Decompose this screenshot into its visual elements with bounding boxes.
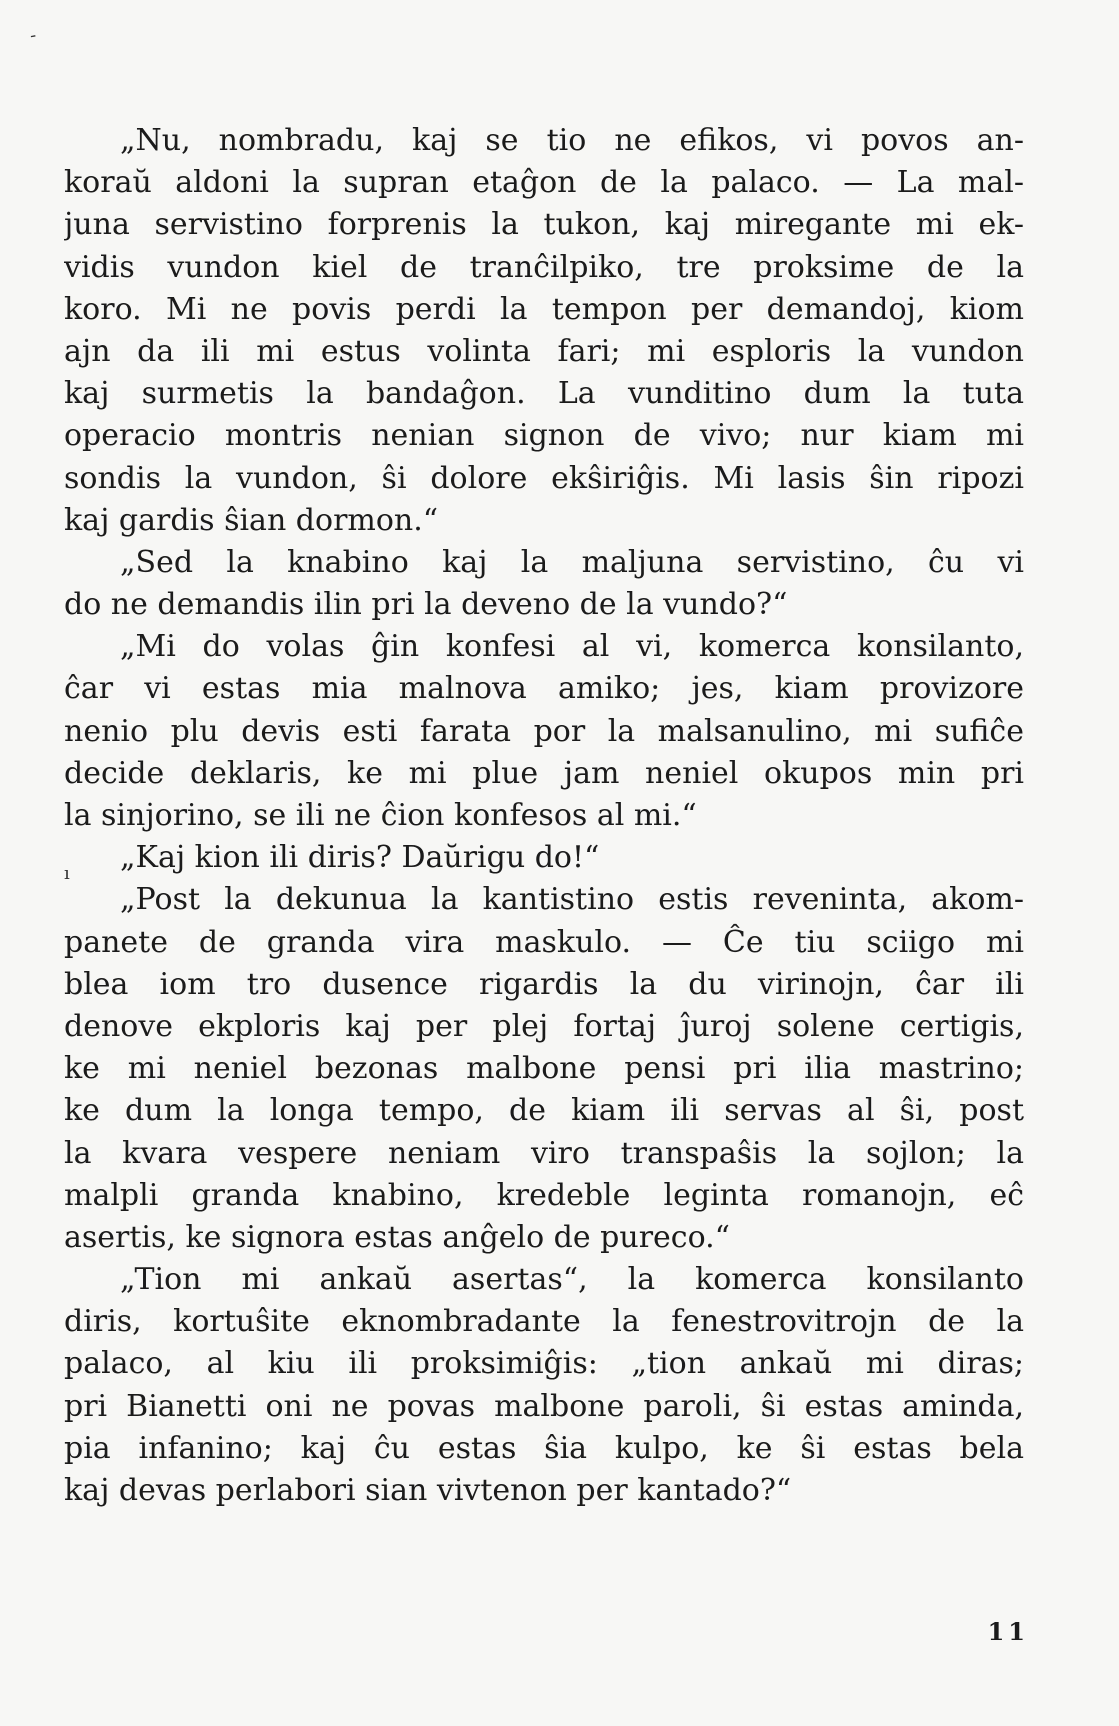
scan-speck-mark: ‑ — [28, 24, 38, 47]
text-line: koro. Mi ne povis perdi la tempon per demandoj, kiom — [64, 291, 1024, 327]
text-line: „Kaj kion ili diris? Daŭrigu do!“ — [120, 840, 600, 876]
text-line: denove ekploris kaj per plej fortaj ĵuroj solene certigis, — [64, 1008, 1024, 1044]
text-line: „Tion mi ankaŭ asertas“, la komerca konsilanto — [120, 1262, 1024, 1298]
text-line: asertis, ke signora estas anĝelo de pureco.“ — [64, 1219, 731, 1255]
page-number: 11 — [987, 1617, 1029, 1646]
text-line: la kvara vespere neniam viro transpaŝis la sojlon; la — [64, 1135, 1024, 1171]
text-line: „Post la dekunua la kantistino estis reveninta, akom- — [120, 882, 1024, 918]
book-page — [64, 120, 1024, 1710]
text-line: kaj gardis ŝian dormon.“ — [64, 502, 439, 538]
text-line: nenio plu devis esti farata por la malsanulino, mi sufiĉe — [64, 713, 1024, 749]
margin-tick-mark: ı — [64, 863, 70, 884]
text-line: palaco, al kiu ili proksimiĝis: „tion ankaŭ mi diras; — [64, 1346, 1024, 1382]
text-line: pri Bianetti oni ne povas malbone paroli, ŝi estas aminda, — [64, 1388, 1024, 1424]
text-line: diris, kortuŝite eknombradante la fenestrovitrojn de la — [64, 1304, 1024, 1340]
text-line: ke dum la longa tempo, de kiam ili servas al ŝi, post — [64, 1093, 1024, 1129]
text-line: operacio montris nenian signon de vivo; nur kiam mi — [64, 418, 1024, 454]
text-line: ajn da ili mi estus volinta fari; mi esploris la vundon — [64, 333, 1024, 369]
text-line: „Mi do volas ĝin konfesi al vi, komerca konsilanto, — [120, 629, 1024, 665]
text-line: sondis la vundon, ŝi dolore ekŝiriĝis. Mi lasis ŝin ripozi — [64, 460, 1024, 496]
text-line: panete de granda vira maskulo. — Ĉe tiu sciigo mi — [64, 924, 1024, 960]
text-line: kaj devas perlabori sian vivtenon per kantado?“ — [64, 1473, 792, 1508]
text-line: „Sed la knabino kaj la maljuna servistino, ĉu vi — [120, 544, 1024, 580]
text-line: „Nu, nombradu, kaj se tio ne efikos, vi povos an- — [120, 123, 1024, 158]
text-line: blea iom tro dusence rigardis la du virinojn, ĉar ili — [64, 966, 1024, 1002]
text-line: vidis vundon kiel de tranĉilpiko, tre proksime de la — [64, 249, 1024, 285]
text-line: do ne demandis ilin pri la deveno de la vundo?“ — [64, 587, 788, 623]
text-line: kaj surmetis la bandaĝon. La vunditino dum la tuta — [64, 376, 1024, 412]
text-line: ke mi neniel bezonas malbone pensi pri ilia mastrino; — [64, 1051, 1024, 1087]
text-line: ĉar vi estas mia malnova amiko; jes, kiam provizore — [64, 671, 1024, 707]
text-line: malpli granda knabino, kredeble leginta romanojn, eĉ — [64, 1177, 1024, 1213]
text-line: koraŭ aldoni la supran etaĝon de la palaco. — La mal- — [64, 165, 1024, 201]
text-line: decide deklaris, ke mi plue jam neniel okupos min pri — [64, 755, 1024, 791]
text-line: pia infanino; kaj ĉu estas ŝia kulpo, ke ŝi estas bela — [64, 1430, 1024, 1466]
text-line: juna servistino forprenis la tukon, kaj miregante mi ek- — [64, 207, 1024, 243]
text-line: la sinjorino, se ili ne ĉion konfesos al mi.“ — [64, 798, 697, 833]
